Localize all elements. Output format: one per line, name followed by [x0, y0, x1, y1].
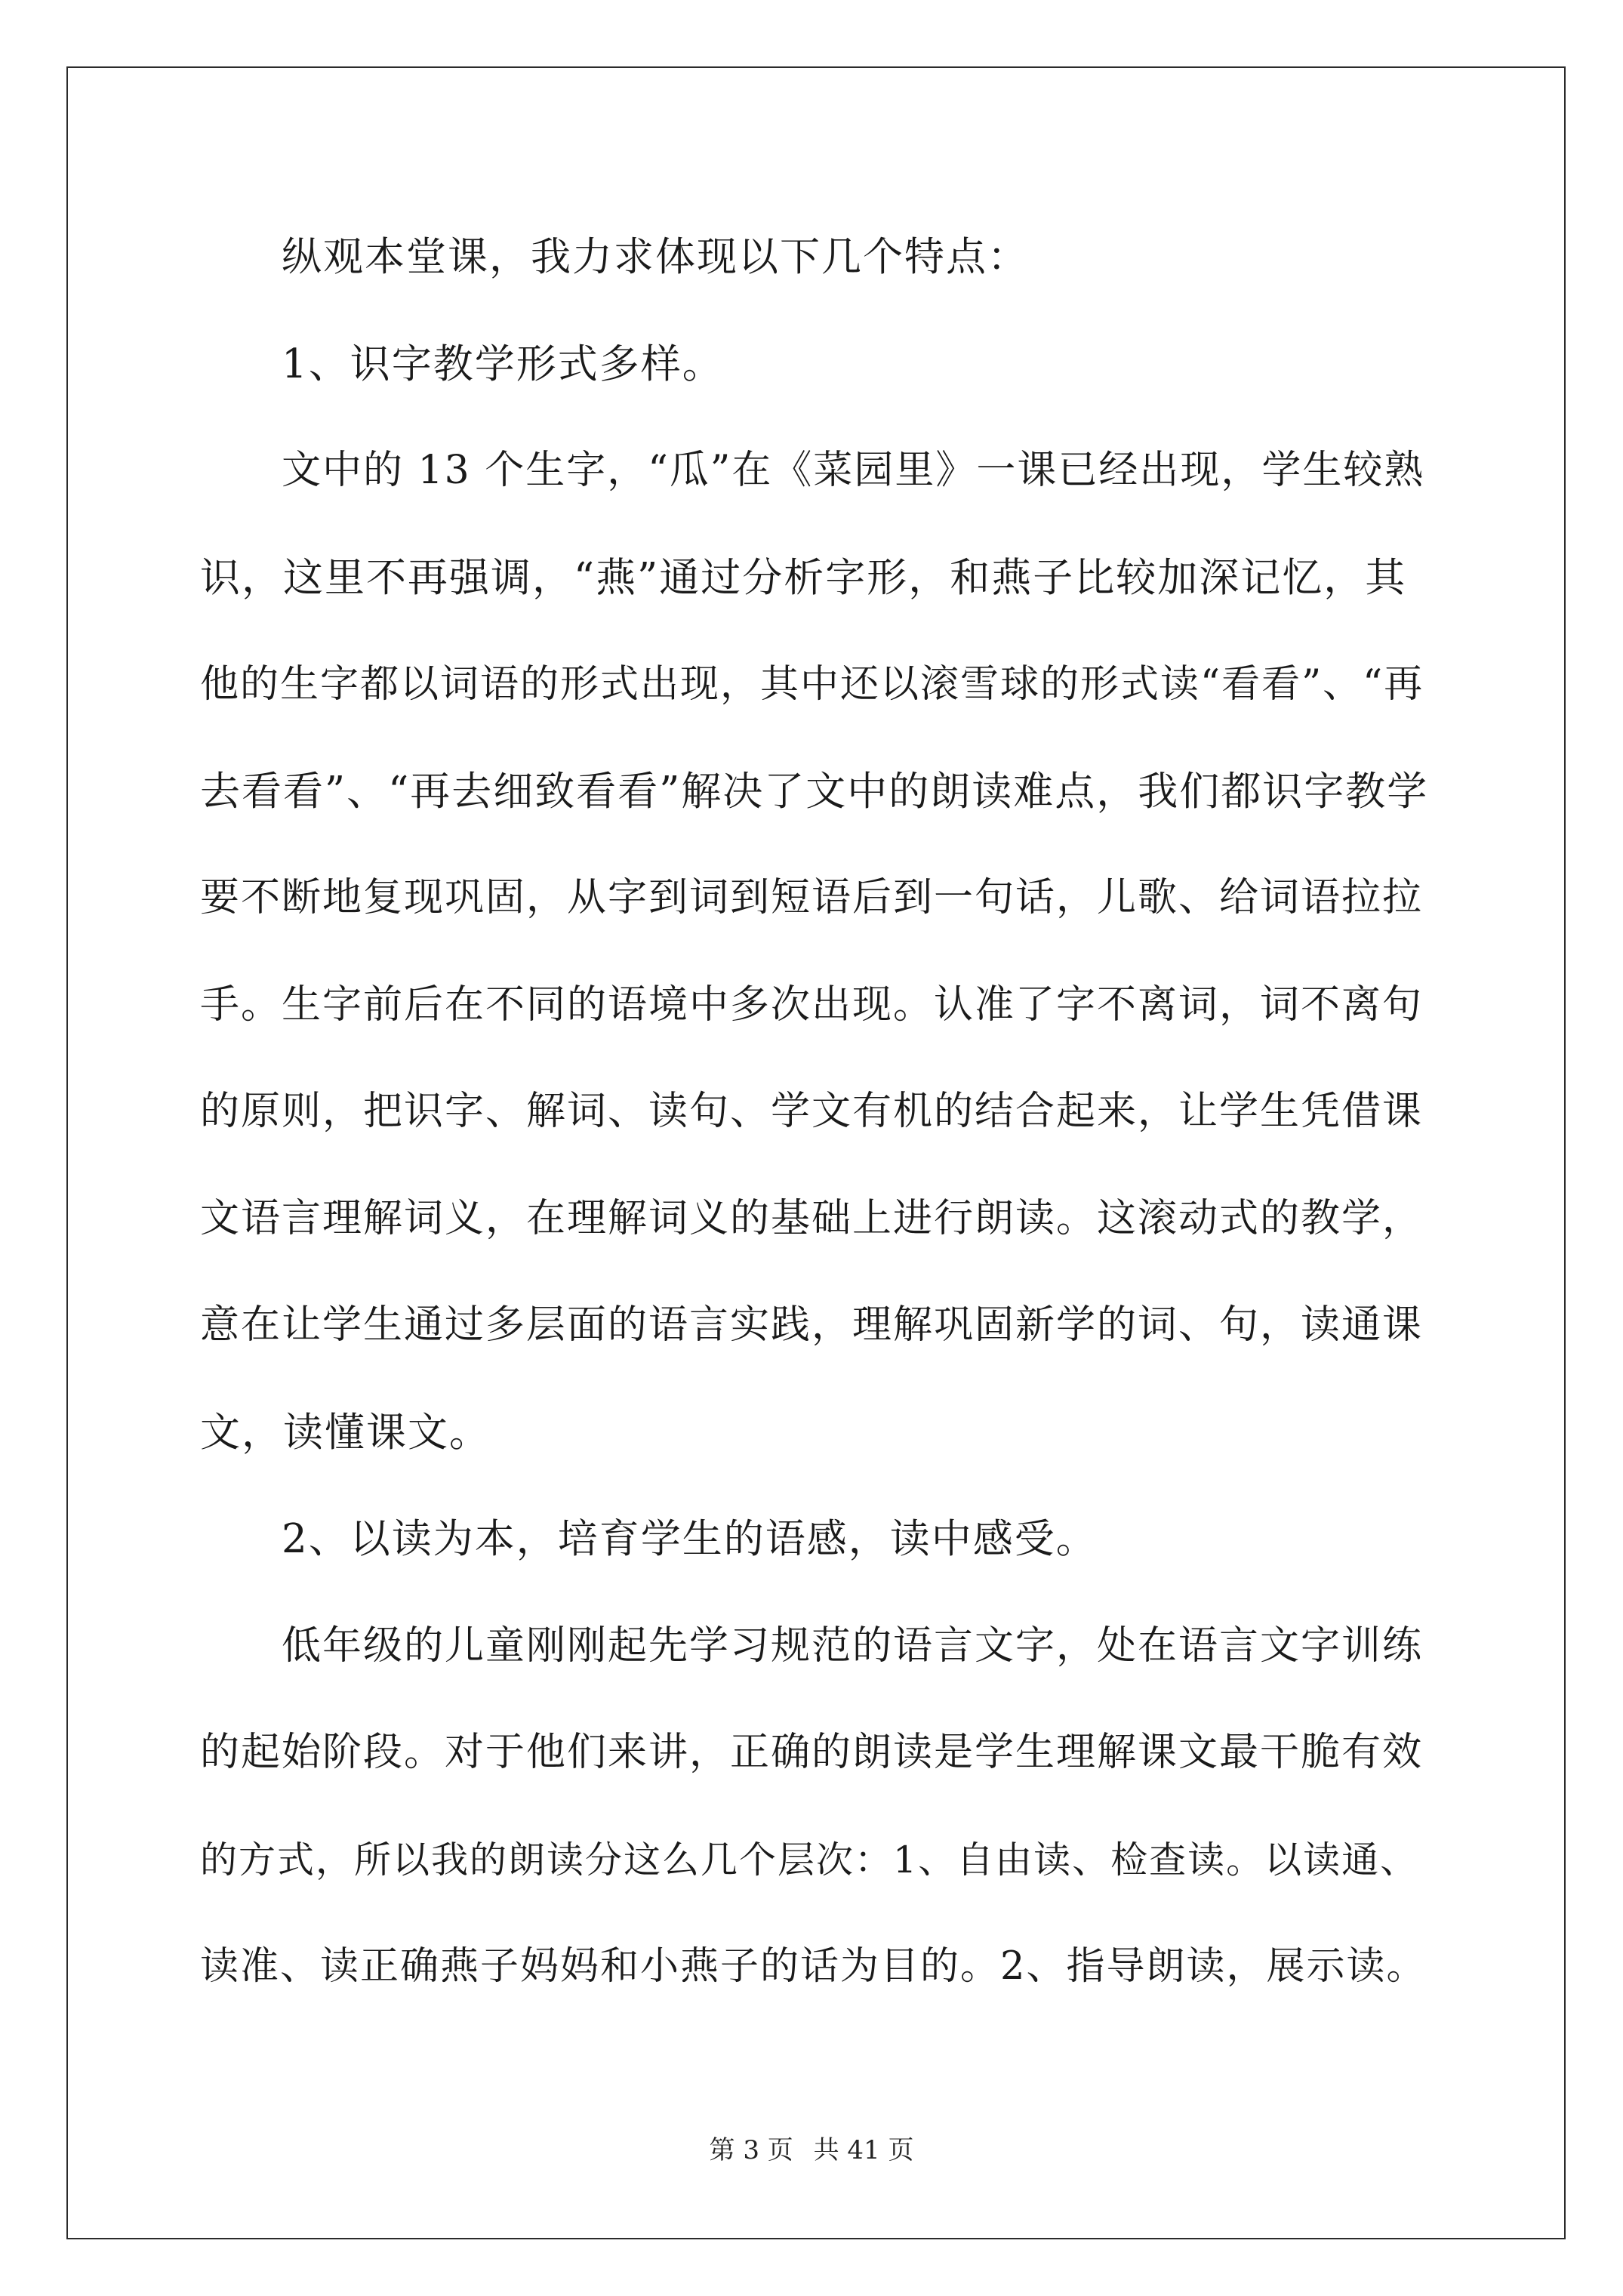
text-line: 的起始阶段。对于他们来讲，正确的朗读是学生理解课文最干脆有效: [200, 1730, 1424, 1775]
text-line: 文语言理解词义，在理解词义的基础上进行朗读。这滚动式的教学，: [200, 1195, 1424, 1241]
text-line: 去看看”、“再去细致看看”解决了文中的朗读难点，我们都识字教学: [200, 768, 1429, 815]
page-footer: [0, 2135, 1623, 2165]
text-line: 手。生字前后在不同的语境中多次出现。认准了字不离词，词不离句: [200, 982, 1424, 1028]
page-total: 共 41 页: [813, 2135, 914, 2165]
text-line: 读准、读正确燕子妈妈和小燕子的话为目的。2、指导朗读，展示读。: [200, 1944, 1427, 1989]
page-number: 第 3 页: [709, 2135, 793, 2165]
text-line: 文中的 13 个生字，“瓜”在《菜园里》一课已经出现，学生较熟: [282, 448, 1425, 493]
text-line: 文，读懂课文。: [200, 1409, 491, 1456]
text-line: 低年级的儿童刚刚起先学习规范的语言文字，处在语言文字训练: [282, 1623, 1424, 1669]
text-line: 的方式，所以我的朗读分这么几个层次：1、自由读、检查读。以读通、: [200, 1838, 1419, 1881]
text-line: 纵观本堂课，我力求体现以下几个特点：: [282, 234, 1029, 280]
text-line: 他的生字都以词语的形式出现，其中还以滚雪球的形式读“看看”、“再: [200, 662, 1424, 707]
text-line: 识，这里不再强调，“燕”通过分析字形，和燕子比较加深记忆，其: [200, 554, 1407, 601]
document-body: [200, 204, 1438, 2020]
section-heading: 1、识字教学形式多样。: [282, 341, 724, 387]
text-line: 的原则，把识字、解词、读句、学文有机的结合起来，让学生凭借课: [200, 1089, 1424, 1134]
text-line: 意在让学生通过多层面的语言实践，理解巩固新学的词、句，读通课: [200, 1302, 1424, 1348]
section-heading: 2、以读为本，培育学生的语感，读中感受。: [282, 1516, 1098, 1562]
text-line: 要不断地复现巩固，从字到词到短语后到一句话，儿歌、给词语拉拉: [200, 875, 1424, 920]
